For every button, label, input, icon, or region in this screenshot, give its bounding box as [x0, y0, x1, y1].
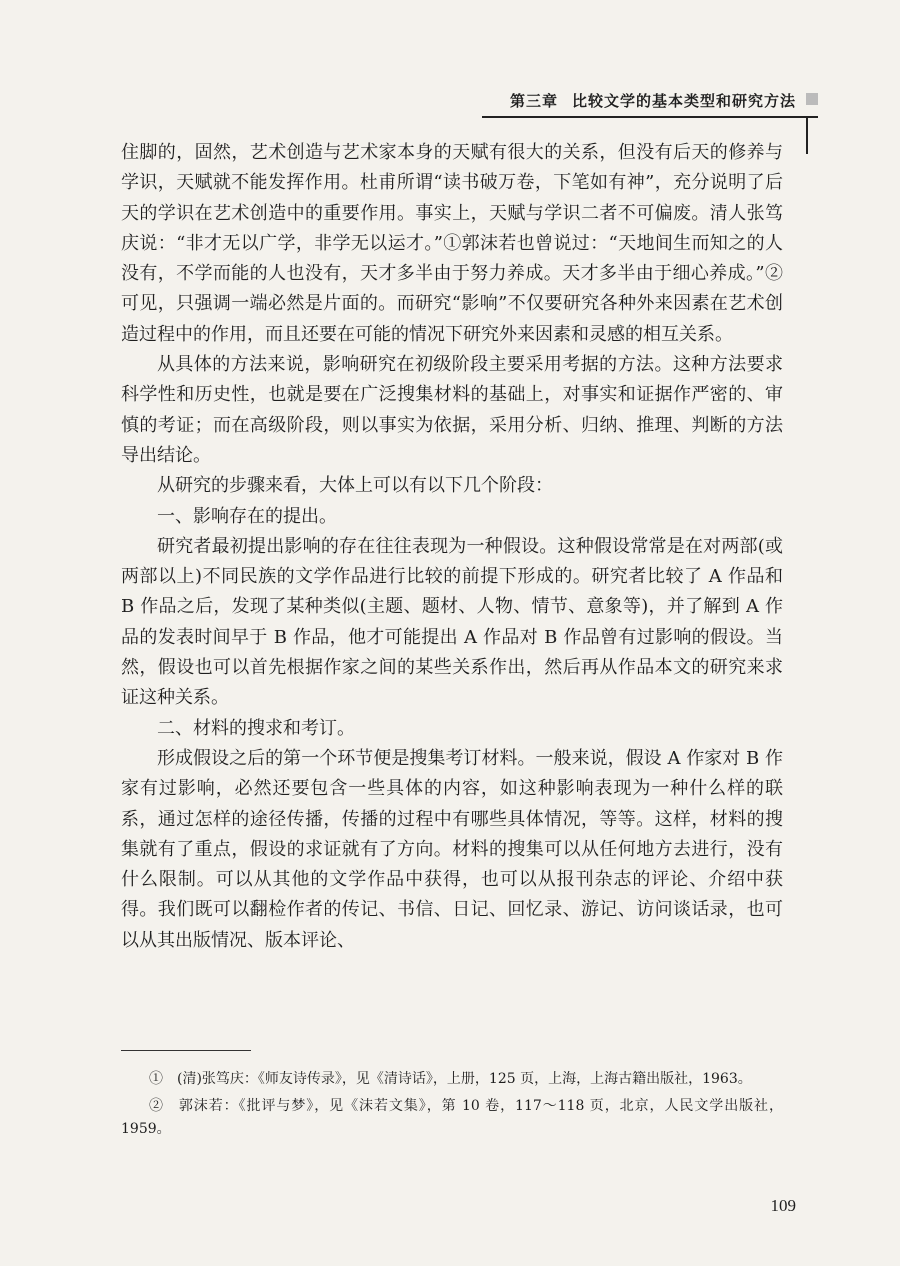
page-number: 109: [770, 1196, 796, 1215]
footnote-1: ① (清)张笃庆：《师友诗传录》，见《清诗话》，上册，125 页，上海，上海古籍出版社，1963。: [149, 1071, 752, 1087]
paragraph: 住脚的，固然，艺术创造与艺术家本身的天赋有很大的关系，但没有后天的修养与学识，天赋就不能发挥作用。杜甫所谓“读书破万卷，下笔如有神”，充分说明了后天的学识在艺术创造中的重要作用。事实上，天赋与学识二者不可偏废。清人张笃庆说：“非才无以广学，非学无以运才。”①郭沫若也曾说过：“天地间生而知之的人没有，不学而能的人也没有，天才多半由于努力养成。天才多半由于细心养成。”②可见，只强调一端必然是片面的。而研究“影响”不仅要研究各种外来因素在艺术创造过程中的作用，而且还要在可能的情况下研究外来因素和灵感的相互关系。: [121, 142, 783, 345]
paragraph: 从具体的方法来说，影响研究在初级阶段主要采用考据的方法。这种方法要求科学性和历史性，也就是要在广泛搜集材料的基础上，对事实和证据作严密的、审慎的考证；而在高级阶段，则以事实为依据，采用分析、归纳、推理、判断的方法导出结论。: [121, 354, 783, 466]
footnote-2: ② 郭沫若：《批评与梦》，见《沫若文集》，第 10 卷，117～118 页，北京，人民文学出版社，1959。: [121, 1098, 783, 1137]
header-square-mark: [806, 93, 818, 105]
footnotes: [121, 1068, 783, 1145]
chapter-label: 第三章: [509, 92, 558, 110]
chapter-title: 比较文学的基本类型和研究方法: [571, 92, 796, 110]
header-vertical-rule: [806, 116, 808, 154]
running-header: [482, 90, 818, 116]
body-text: [121, 138, 783, 956]
paragraph: 形成假设之后的第一个环节便是搜集考订材料。一般来说，假设 A 作家对 B 作家有过影响，必然还要包含一些具体的内容，如这种影响表现为一种什么样的联系，通过怎样的途径传播，传播的过程中有哪些具体情况，等等。这样，材料的搜集就有了重点，假设的求证就有了方向。材料的搜集可以从任何地方去进行，没有什么限制。可以从其他的文学作品中获得，也可以从报刊杂志的评论、介绍中获得。我们既可以翻检作者的传记、书信、日记、回忆录、游记、访问谈话录，也可以从其出版情况、版本评论、: [121, 747, 783, 951]
section-heading: 二、材料的搜求和考订。: [157, 717, 355, 739]
paragraph: 研究者最初提出影响的存在往往表现为一种假设。这种假设常常是在对两部(或两部以上)不同民族的文学作品进行比较的前提下形成的。研究者比较了 A 作品和 B 作品之后，发现了某种类似(主题、题材、人物、情节、意象等)，并了解到 A 作品的发表时间早于 B 作品，他才可能提出 A 作品对 B 作品曾有过影响的假设。当然，假设也可以首先根据作家之间的某些关系作出，然后再从作品本文的研究来求证这种关系。: [121, 535, 783, 709]
header-rule: [482, 116, 818, 118]
paragraph: 从研究的步骤来看，大体上可以有以下几个阶段：: [157, 475, 553, 497]
section-heading: 一、影响存在的提出。: [157, 505, 337, 527]
running-header-text: [510, 90, 806, 111]
footnote-divider: [121, 1050, 251, 1051]
